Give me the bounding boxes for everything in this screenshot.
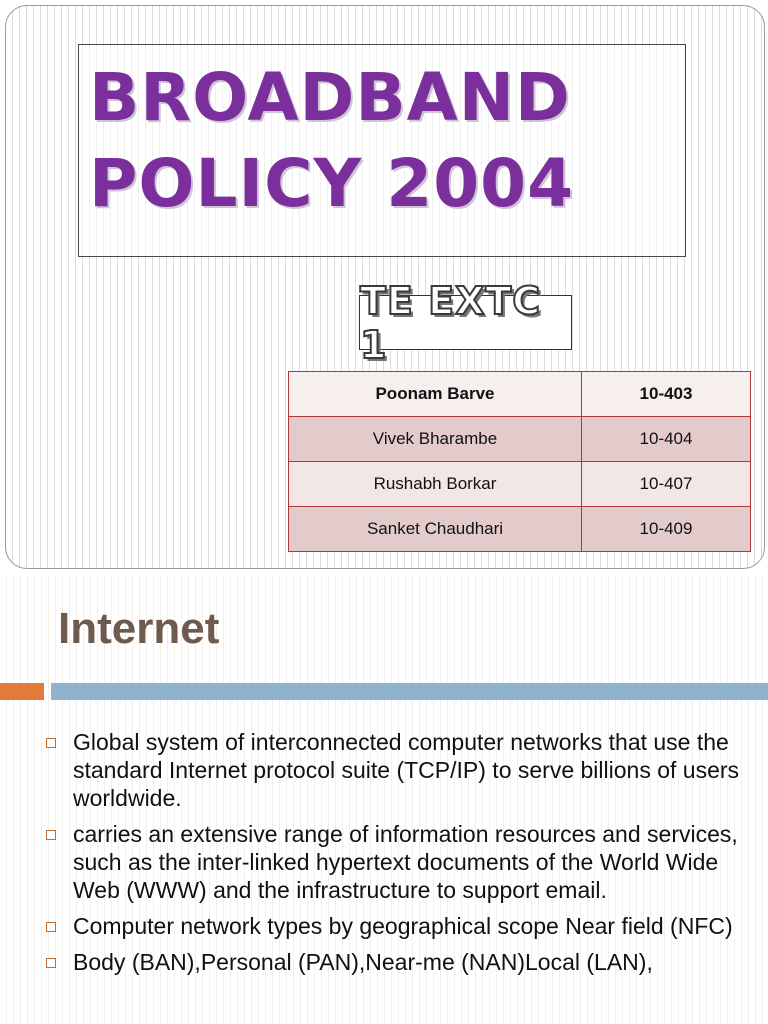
roll-number: 10-409 [582,507,751,552]
accent-bar-blue [51,683,768,700]
square-bullet-icon [46,830,56,840]
student-name: Poonam Barve [289,372,582,417]
roll-number: 10-403 [582,372,751,417]
list-item [46,728,746,812]
table-row [289,462,751,507]
square-bullet-icon [46,738,56,748]
student-name: Rushabh Borkar [289,462,582,507]
slide-2-title: Internet [58,604,220,653]
title-line-1: BROADBAND [89,59,571,136]
bullet-text: Body (BAN),Personal (PAN),Near-me (NAN)Local (LAN), [73,949,653,975]
title-line-2: POLICY 2004 [89,145,574,222]
table-row [289,417,751,462]
accent-bar-orange [0,683,44,700]
title-box [78,44,686,257]
roll-number: 10-407 [582,462,751,507]
bullet-list [46,728,746,984]
list-item [46,912,746,940]
slide-2 [0,576,768,1024]
bullet-text: Computer network types by geographical scope Near field (NFC) [73,913,733,939]
student-name: Sanket Chaudhari [289,507,582,552]
table-row [289,372,751,417]
roll-number: 10-404 [582,417,751,462]
student-roster-table [288,371,751,552]
square-bullet-icon [46,958,56,968]
slide-1 [5,5,765,569]
list-item [46,820,746,904]
class-badge-text: TE EXTC 1 [360,278,542,367]
list-item [46,948,746,976]
slide-title [89,55,574,227]
bullet-text: Global system of interconnected computer networks that use the standard Internet protocol suite (TCP/IP) to serve billions of users worldwide. [73,729,740,811]
class-badge [359,278,572,367]
square-bullet-icon [46,922,56,932]
bullet-text: carries an extensive range of information resources and services, such as the inter-linked hypertext documents of the World Wide Web (WWW) and the infrastructure to support email. [73,821,738,903]
student-name: Vivek Bharambe [289,417,582,462]
table-row [289,507,751,552]
